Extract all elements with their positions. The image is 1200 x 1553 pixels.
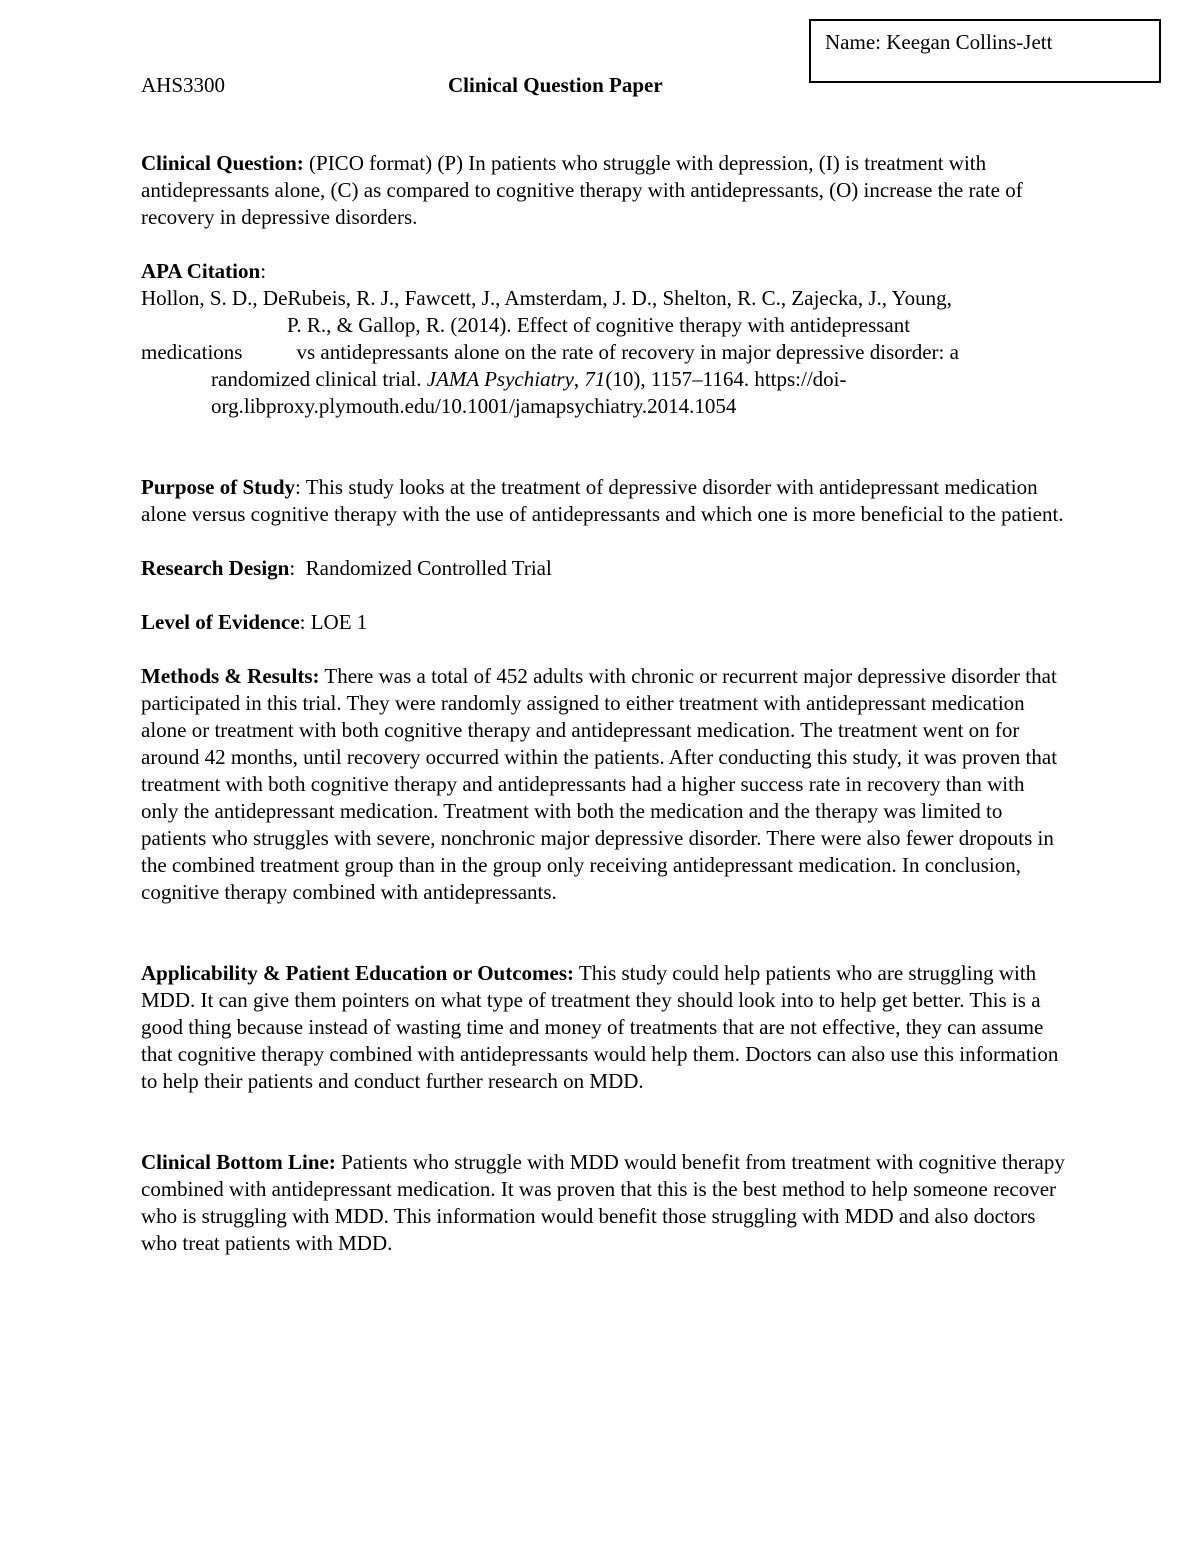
apa-citation-label: APA Citation	[141, 259, 261, 283]
methods-results-section	[141, 663, 1066, 906]
applicability-section	[141, 960, 1066, 1095]
clinical-question-label: Clinical Question:	[141, 151, 304, 175]
bottom-line-section	[141, 1149, 1066, 1257]
purpose-label: Purpose of Study	[141, 475, 296, 499]
apa-citation-colon: :	[260, 259, 267, 283]
citation-line: P. R., & Gallop, R. (2014). Effect of cognitive therapy with antidepressant	[287, 313, 911, 337]
research-design-label: Research Design	[141, 556, 290, 580]
student-name: Name: Keegan Collins-Jett	[825, 30, 1053, 54]
research-design-section	[141, 555, 1066, 582]
citation-doi-link[interactable]: org.libproxy.plymouth.edu/10.1001/jamapsychiatry.2014.1054	[211, 394, 737, 418]
page-title: Clinical Question Paper	[448, 73, 663, 97]
level-of-evidence-label: Level of Evidence	[141, 610, 300, 634]
purpose-section	[141, 474, 1066, 528]
document-body	[141, 150, 1066, 1257]
clinical-question-text: (PICO format) (P) In patients who struggle with depression, (I) is treatment with antidepressants alone, (C) as compared to cognitive therapy with antidepressants, (O) increase the rate of recovery in depressive disorders.	[141, 151, 1023, 229]
citation-line: medications vs antidepressants alone on the rate of recovery in major depressive disorder: a	[141, 340, 959, 364]
bottom-line-label: Clinical Bottom Line:	[141, 1150, 336, 1174]
applicability-text: This study could help patients who are struggling with MDD. It can give them pointers on what type of treatment they should look into to help get better. This is a good thing because instead of wasting time and money of treatments that are not effective, they can assume that cognitive therapy combined with antidepressants would help them. Doctors can also use this information to help their patients and conduct further research on MDD.	[141, 961, 1059, 1093]
purpose-text: : This study looks at the treatment of depressive disorder with antidepressant medication alone versus cognitive therapy with the use of antidepressants and which one is more beneficial to the patient.	[141, 475, 1064, 526]
level-of-evidence-text: : LOE 1	[299, 610, 368, 634]
clinical-question-section	[141, 150, 1066, 231]
journal-volume: 71	[584, 367, 606, 391]
course-code: AHS3300	[141, 73, 226, 97]
apa-citation-section	[141, 258, 1066, 420]
research-design-text: : Randomized Controlled Trial	[289, 556, 552, 580]
applicability-label: Applicability & Patient Education or Outcomes:	[141, 961, 575, 985]
student-name-box	[809, 19, 1161, 83]
journal-name: JAMA Psychiatry	[426, 367, 574, 391]
citation-line: randomized clinical trial. JAMA Psychiatry, 71(10), 1157–1164. https://doi-	[211, 367, 847, 391]
level-of-evidence-section	[141, 609, 1066, 636]
bottom-line-text: Patients who struggle with MDD would benefit from treatment with cognitive therapy combined with antidepressant medication. It was proven that this is the best method to help someone recover who is struggling with MDD. This information would benefit those struggling with MDD and also doctors who treat patients with MDD.	[141, 1150, 1065, 1255]
citation-line: Hollon, S. D., DeRubeis, R. J., Fawcett, J., Amsterdam, J. D., Shelton, R. C., Zajecka, J., Young,	[141, 286, 952, 310]
methods-results-label: Methods & Results:	[141, 664, 320, 688]
methods-results-text: There was a total of 452 adults with chronic or recurrent major depressive disorder that participated in this trial. They were randomly assigned to either treatment with antidepressant medication alone or treatment with both cognitive therapy and antidepressant medication. The treatment went on for around 42 months, until recovery occurred within the patients. After conducting this study, it was proven that treatment with both cognitive therapy and antidepressants had a higher success rate in recovery than with only the antidepressant medication. Treatment with both the medication and the therapy was limited to patients who struggles with severe, nonchronic major depressive disorder. There were also fewer dropouts in the combined treatment group than in the group only receiving antidepressant medication. In conclusion, cognitive therapy combined with antidepressants.	[141, 664, 1058, 904]
